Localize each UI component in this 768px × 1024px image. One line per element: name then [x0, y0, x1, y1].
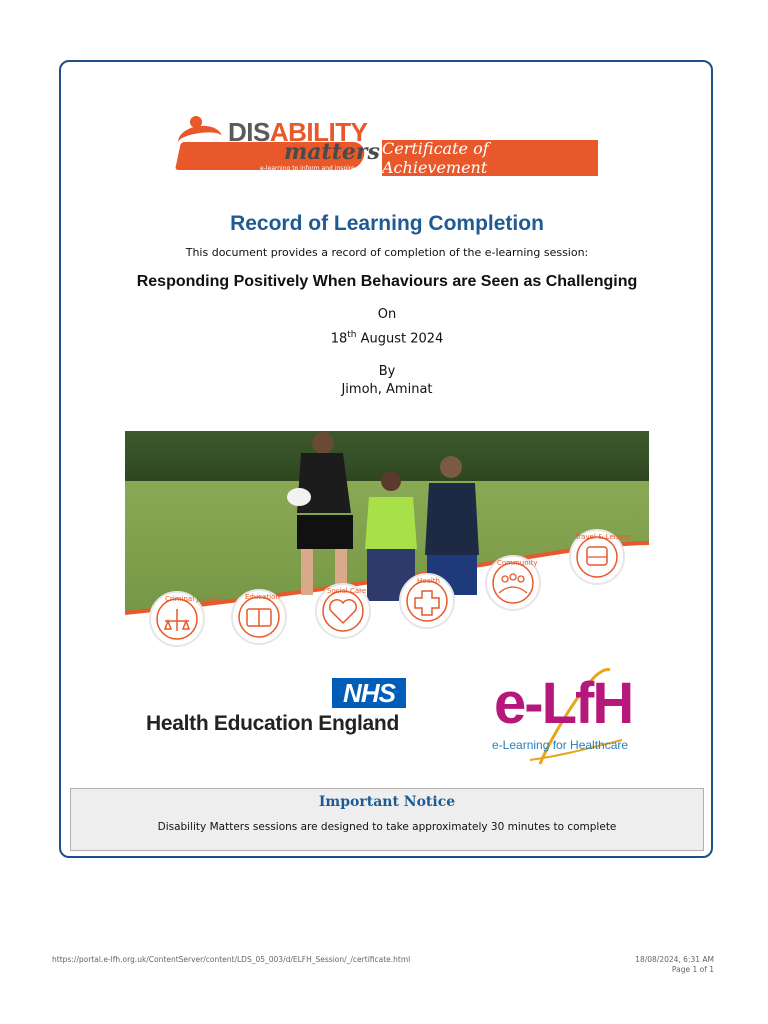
- social-care-icon: [316, 584, 370, 638]
- community-icon: [486, 556, 540, 610]
- learner-name: Jimoh, Aminat: [341, 382, 433, 397]
- footer-page-number: Page 1 of 1: [671, 965, 714, 974]
- health-icon: [400, 574, 454, 628]
- header-logos: [176, 116, 598, 178]
- footer-datetime: 18/08/2024, 6:31 AM: [635, 955, 714, 964]
- icon-label-education: Education: [245, 593, 280, 601]
- intro-text: This document provides a record of completion of the e-learning session:: [185, 246, 589, 259]
- logo-ability-text: ABILITY: [269, 117, 368, 147]
- hee-logo: [146, 678, 408, 738]
- icon-label-health: Health: [417, 577, 440, 585]
- certificate-badge-text: Certificate of Achievement: [382, 139, 489, 177]
- education-icon: [232, 590, 286, 644]
- elfh-logo: [490, 660, 660, 770]
- date-day: 18: [330, 331, 348, 347]
- hero-photo-illustration: [125, 431, 649, 655]
- icon-label-criminal-justice: Criminal Justice: [165, 595, 220, 603]
- icon-label-social-care: Social Care: [327, 587, 367, 595]
- on-label: On: [377, 307, 397, 322]
- notice-text: Disability Matters sessions are designed to take approximately 30 minutes to complete: [157, 821, 617, 833]
- notice-title: Important Notice: [318, 794, 456, 810]
- elfh-subtitle: e-Learning for Healthcare: [492, 738, 629, 752]
- by-label: By: [378, 364, 396, 379]
- logo-tagline: e-learning to inform and inspire: [260, 165, 355, 172]
- date-rest: August 2024: [356, 331, 444, 347]
- date-suffix: th: [347, 330, 357, 340]
- hee-logo-text: Health Education England: [146, 712, 399, 735]
- completion-date: [60, 330, 714, 346]
- footer-url: https://portal.e-lfh.org.uk/ContentServer/content/LDS_05_003/d/ELFH_Session/_/certificate.html: [52, 955, 411, 964]
- logo-matters-text: matters: [284, 139, 380, 165]
- important-notice: [70, 788, 704, 851]
- nhs-logo: NHS: [332, 678, 406, 708]
- icon-label-community: Community: [497, 559, 538, 567]
- disability-matters-logo: [176, 116, 380, 178]
- session-title: Responding Positively When Behaviours are Seen as Challenging: [136, 273, 638, 290]
- logo-dis-text: DIS: [228, 117, 270, 147]
- page-title: Record of Learning Completion: [230, 212, 544, 235]
- elfh-mark-text: e-LfH: [494, 671, 633, 736]
- icon-label-travel-leisure: Travel & Leisure: [575, 533, 631, 541]
- hero-photo: [125, 431, 649, 655]
- certificate-of-achievement-badge: [382, 140, 598, 176]
